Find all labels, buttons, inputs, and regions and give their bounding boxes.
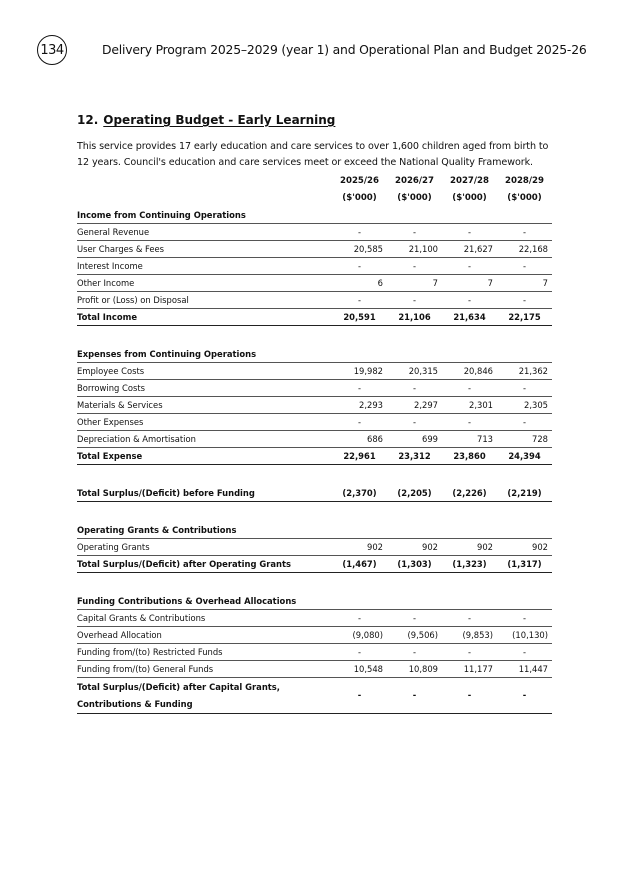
operating-budget-table [77,173,552,714]
cell-value: 902 [497,539,552,556]
year-header: 2027/28 [449,176,490,186]
table-row [77,644,552,661]
cell-value: (2,370) [332,485,387,502]
year-header: 2026/27 [394,176,435,186]
cell-value: - [387,292,442,309]
total-expense-row [77,448,552,465]
cell-value: - [332,292,387,309]
row-label: Profit or (Loss) on Disposal [77,292,332,309]
surplus-after-capital-row [77,678,552,714]
cell-value: 2,293 [332,397,387,414]
cell-value: 686 [332,431,387,448]
cell-value: 2,297 [387,397,442,414]
year-header: 2028/29 [504,176,545,186]
row-label: General Revenue [77,224,332,241]
cell-value: 20,846 [442,363,497,380]
table-row [77,241,552,258]
cell-value: 713 [442,431,497,448]
cell-value: (1,317) [497,556,552,573]
group-heading: Operating Grants & Contributions [77,522,332,539]
table-row [77,431,552,448]
cell-value: 902 [332,539,387,556]
cell-value: 10,548 [332,661,387,678]
cell-value: (2,219) [497,485,552,502]
row-label: Capital Grants & Contributions [77,610,332,627]
table-row [77,258,552,275]
header-blank [77,173,332,190]
cell-value: 20,315 [387,363,442,380]
table-row [77,661,552,678]
document-header-title: Delivery Program 2025–2029 (year 1) and Operational Plan and Budget 2025-26 [102,42,587,57]
cell-value: - [332,224,387,241]
row-label: Employee Costs [77,363,332,380]
section-title [77,113,335,127]
year-header: 2025/26 [339,176,380,186]
table-row [77,224,552,241]
cell-value: 20,585 [332,241,387,258]
cell-value: (1,323) [442,556,497,573]
cell-value: 7 [442,275,497,292]
cell-value: 23,860 [442,448,497,465]
table-row [77,414,552,431]
cell-value: 10,809 [387,661,442,678]
row-label: Other Income [77,275,332,292]
cell-value: 2,305 [497,397,552,414]
cell-value: - [387,414,442,431]
group-heading: Funding Contributions & Overhead Allocations [77,593,332,610]
cell-value: 21,362 [497,363,552,380]
cell-value: (10,130) [497,627,552,644]
cell-value: 23,312 [387,448,442,465]
cell-value: (2,205) [387,485,442,502]
cell-value: - [387,610,442,627]
cell-value: - [332,380,387,397]
table-row [77,363,552,380]
cell-value: - [387,380,442,397]
cell-value: 7 [497,275,552,292]
surplus-before-funding-row [77,485,552,502]
cell-value: 22,175 [497,309,552,326]
row-label: Total Surplus/(Deficit) after Operating Grants [77,556,332,573]
row-label: Funding from/(to) Restricted Funds [77,644,332,661]
cell-value: 21,634 [442,309,497,326]
cell-value: (1,303) [387,556,442,573]
surplus-after-grants-row [77,556,552,573]
unit-header-row [77,190,552,207]
cell-value: 21,100 [387,241,442,258]
unit-header: ($'000) [507,193,542,203]
cell-value: (9,506) [387,627,442,644]
spacer-row [77,502,552,523]
row-label: Total Surplus/(Deficit) after Capital Grants, Contributions & Funding [77,678,332,714]
page-number: 134 [40,42,64,58]
cell-value: - [497,610,552,627]
spacer-row [77,465,552,486]
cell-value: - [332,414,387,431]
cell-value: 699 [387,431,442,448]
cell-value: - [332,610,387,627]
section-number: 12. [77,113,99,127]
cell-value: (2,226) [442,485,497,502]
cell-value: 902 [387,539,442,556]
grants-heading-row [77,522,552,539]
cell-value: - [442,292,497,309]
table-row [77,397,552,414]
row-label: Funding from/(to) General Funds [77,661,332,678]
cell-value: - [497,414,552,431]
row-label: Materials & Services [77,397,332,414]
cell-value: - [387,224,442,241]
row-label: Total Expense [77,448,332,465]
cell-value: 902 [442,539,497,556]
table-row [77,380,552,397]
row-label: Other Expenses [77,414,332,431]
cell-value: 20,591 [332,309,387,326]
cell-value: - [442,224,497,241]
cell-value: 11,177 [442,661,497,678]
section-intro: This service provides 17 early education and care services to over 1,600 children aged from birth to 12 years. Council's education and care services meet or exceed the National Quality Framework. [77,141,549,168]
table-row [77,539,552,556]
spacer-row [77,326,552,347]
cell-value: 728 [497,431,552,448]
group-heading: Income from Continuing Operations [77,207,332,224]
cell-value: - [497,380,552,397]
cell-value: - [497,258,552,275]
table-row [77,610,552,627]
page-number-badge [37,35,67,65]
cell-value: - [442,678,497,714]
cell-value: - [497,644,552,661]
row-label: Total Income [77,309,332,326]
cell-value: 21,627 [442,241,497,258]
cell-value: - [387,678,442,714]
row-label: Borrowing Costs [77,380,332,397]
cell-value: - [387,644,442,661]
row-label: User Charges & Fees [77,241,332,258]
cell-value: - [442,414,497,431]
cell-value: - [332,678,387,714]
cell-value: - [497,224,552,241]
cell-value: - [442,644,497,661]
cell-value: (9,080) [332,627,387,644]
unit-header: ($'000) [452,193,487,203]
cell-value: - [332,258,387,275]
funding-heading-row [77,593,552,610]
cell-value: 22,961 [332,448,387,465]
cell-value: 11,447 [497,661,552,678]
cell-value: 19,982 [332,363,387,380]
cell-value: (1,467) [332,556,387,573]
expense-heading-row [77,346,552,363]
cell-value: 7 [387,275,442,292]
cell-value: 2,301 [442,397,497,414]
table-row [77,627,552,644]
table-row [77,292,552,309]
cell-value: - [497,678,552,714]
row-label: Overhead Allocation [77,627,332,644]
row-label: Operating Grants [77,539,332,556]
cell-value: - [332,644,387,661]
year-header-row [77,173,552,190]
unit-header: ($'000) [397,193,432,203]
unit-header: ($'000) [342,193,377,203]
cell-value: - [442,258,497,275]
group-heading: Expenses from Continuing Operations [77,346,332,363]
cell-value: - [442,380,497,397]
row-label: Interest Income [77,258,332,275]
cell-value: (9,853) [442,627,497,644]
cell-value: - [497,292,552,309]
cell-value: 6 [332,275,387,292]
table-row [77,275,552,292]
row-label: Total Surplus/(Deficit) before Funding [77,485,332,502]
cell-value: - [442,610,497,627]
total-income-row [77,309,552,326]
cell-value: - [387,258,442,275]
row-label: Depreciation & Amortisation [77,431,332,448]
spacer-row [77,573,552,594]
cell-value: 21,106 [387,309,442,326]
header-blank [77,190,332,207]
cell-value: 22,168 [497,241,552,258]
income-heading-row [77,207,552,224]
section-name: Operating Budget - Early Learning [103,113,336,127]
cell-value: 24,394 [497,448,552,465]
